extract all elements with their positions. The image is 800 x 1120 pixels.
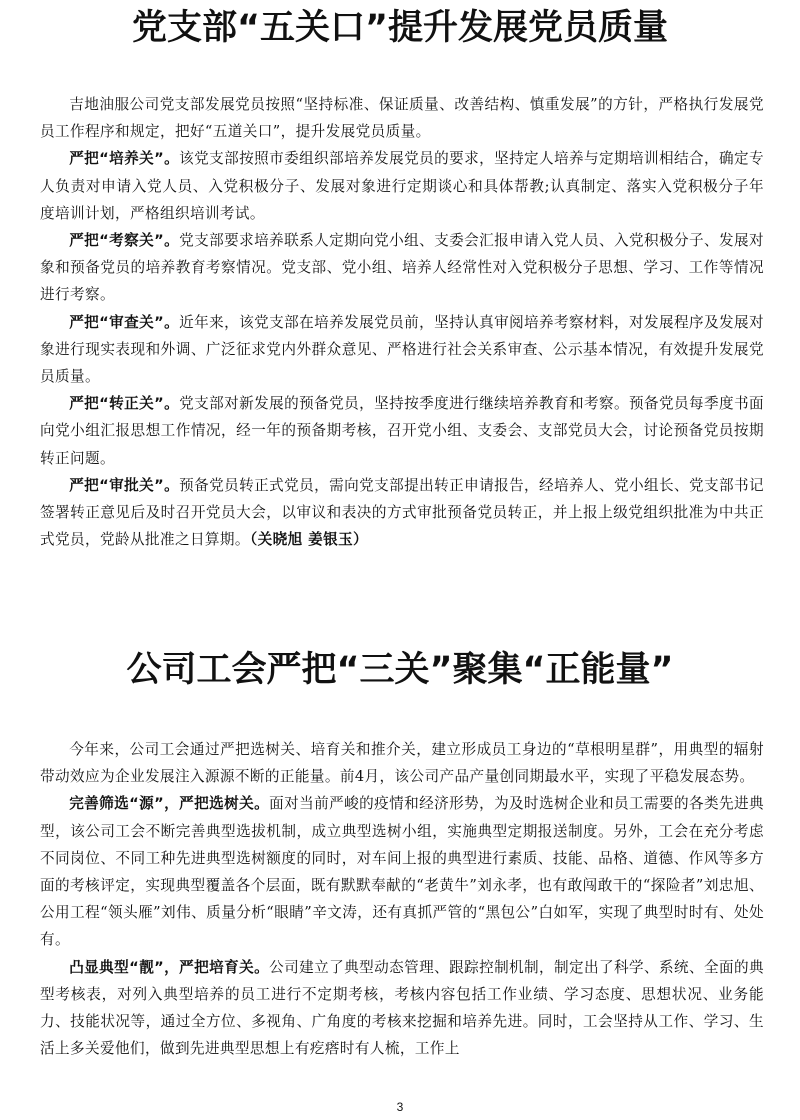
article-2-headline: 公司工会严把“三关”聚集“正能量” [126, 650, 674, 690]
section-text: 预备党员转正式党员，需向党支部提出转正申请报告，经培养人、党小组长、党支部书记签署转正意见后及时召开党员大会，以审议和表决的方式审批预备党员转正，并上报上级党组织批准为中共正式党员，党龄从批准之日算期。 [40, 476, 764, 549]
section-text: 面对当前严峻的疫情和经济形势，为及时选树企业和员工需要的各类先进典型，该公司工会不断完善典型选拔机制，成立典型选树小组，实施典型定期报送制度。另外，工会在充分考虑不同岗位、不同工种先进典型选树额度的同时，对车间上报的典型进行素质、技能、品格、道德、作风等多方面的考核评定，实现典型覆盖各个层面，既有默默奉献的“老黄牛”刘永孝，也有敢闯敢干的“探险者”刘忠旭、公用工程“领头雁”刘伟、质量分析“眼睛”辛文涛，还有真抓严管的“黑包公”白如军，实现了典型时时有、处处有。 [40, 795, 764, 949]
article-1-section-training [40, 145, 764, 227]
section-lead: 完善筛选“源”，严把选树关。 [69, 795, 270, 813]
article-1-headline: 党支部“五关口”提升发展党员质量 [131, 8, 668, 48]
article-1-intro: 吉地油服公司党支部发展党员按照“坚持标准、保证质量、改善结构、慎重发展”的方针，严格执行发展党员工作程序和规定，把好“五道关口”，提升发展党员质量。 [40, 96, 764, 141]
article-1-section-inspection [40, 227, 764, 309]
article-1-section-conversion [40, 390, 764, 472]
section-text: 近年来，该党支部在培养发展党员前，坚持认真审阅培养考察材料，对发展程序及发展对象进行现实表现和外调、广泛征求党内外群众意见、严格进行社会关系审查、公示基本情况，有效提升发展党员质量。 [40, 313, 764, 386]
section-lead: 严把“培养关”。 [69, 150, 180, 168]
section-lead: 凸显典型“靓”，严把培育关。 [69, 958, 270, 976]
section-text: 党支部要求培养联系人定期向党小组、支委会汇报申请入党人员、入党积极分子、发展对象和预备党员的培养教育考察情况。党支部、党小组、培养人经常性对入党积极分子思想、学习、工作等情况进行考察。 [40, 232, 764, 304]
section-text: 公司建立了典型动态管理、跟踪控制机制，制定出了科学、系统、全面的典型考核表，对列入典型培养的员工进行不定期考核，考核内容包括工作业绩、学习态度、思想状况、业务能力、技能状况等，通过全方位、多视角、广角度的考核来挖掘和培养先进。同时，工会坚持从工作、学习、生活上多关爱他们，做到先进典型思想上有疙瘩时有人梳，工作上 [40, 958, 764, 1058]
section-text: 该党支部按照市委组织部培养发展党员的要求，坚持定人培养与定期培训相结合，确定专人负责对申请入党人员、入党积极分子、发展对象进行定期谈心和具体帮教;认真制定、落实入党积极分子年度培训计划，严格组织培训考试。 [40, 150, 764, 222]
article-1-section-review [40, 309, 764, 391]
article-2-section-cultivation [40, 954, 764, 1063]
article-1-body [40, 91, 764, 553]
article-2-body [40, 736, 764, 1062]
article-2-intro: 今年来，公司工会通过严把选树关、培育关和推介关，建立形成员工身边的“草根明星群”，用典型的辐射带动效应为企业发展注入源源不断的正能量。前4月，该公司产品产量创同期最水平，实现了平稳发展态势。 [40, 741, 764, 786]
section-text: 党支部对新发展的预备党员，坚持按季度进行继续培养教育和考察。预备党员每季度书面向党小组汇报思想工作情况，经一年的预备期考核，召开党小组、支委会、支部党员大会，讨论预备党员按期转正问题。 [40, 395, 764, 467]
section-lead: 严把“考察关”。 [69, 232, 180, 250]
article-2-section-selection [40, 790, 764, 953]
section-lead: 严把“转正关”。 [69, 395, 180, 413]
section-lead: 严把“审查关”。 [69, 313, 180, 331]
article-1-section-approval [40, 472, 764, 554]
author-byline: （关晓旭 姜银玉） [249, 531, 369, 549]
section-lead: 严把“审批关”。 [69, 476, 180, 494]
page-number: 3 [396, 1100, 404, 1114]
